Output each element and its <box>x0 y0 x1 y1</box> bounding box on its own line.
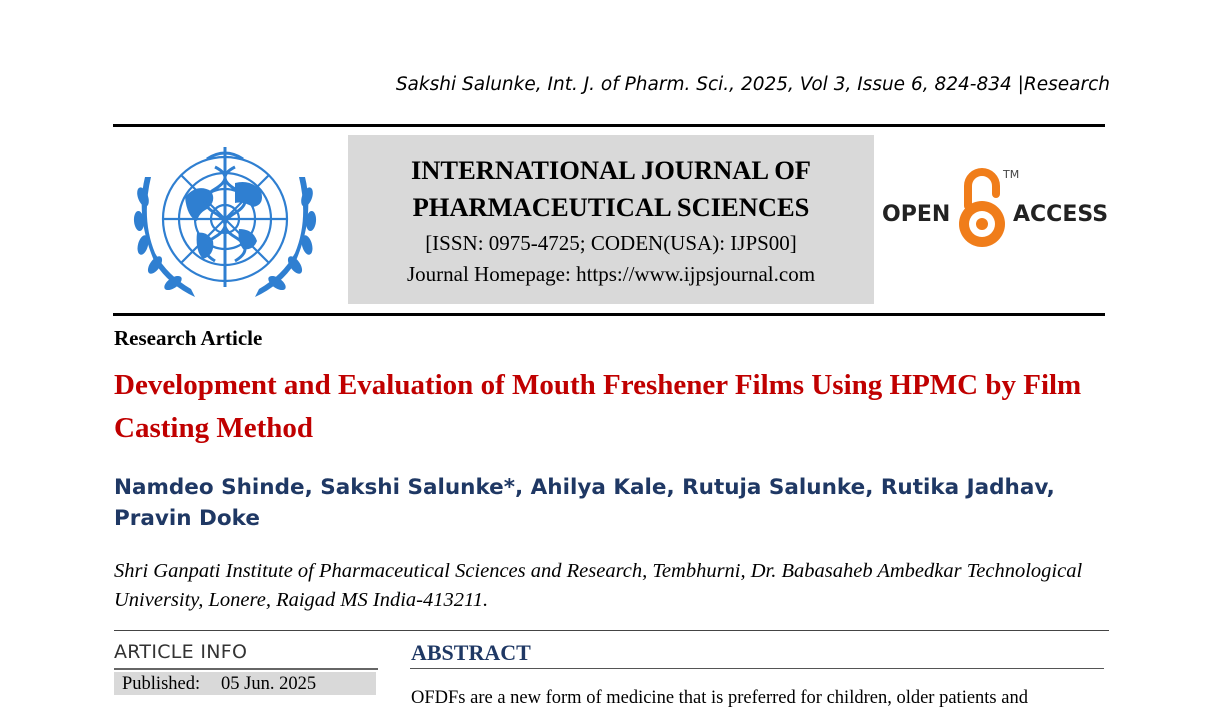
journal-title <box>348 152 874 226</box>
article-info-heading: ARTICLE INFO <box>114 641 248 663</box>
header-rule-bottom <box>113 313 1105 316</box>
open-access-access-text: ACCESS <box>1013 202 1109 227</box>
journal-title-line1: INTERNATIONAL JOURNAL OF <box>410 155 811 185</box>
journal-masthead <box>348 135 874 304</box>
author-list: Namdeo Shinde, Sakshi Salunke*, Ahilya Kale, Rutuja Salunke, Rutika Jadhav, Pravin Doke <box>114 475 1055 531</box>
published-row <box>114 672 376 695</box>
abstract-heading: ABSTRACT <box>411 640 531 665</box>
journal-issn: [ISSN: 0975-4725; CODEN(USA): IJPS00] <box>425 231 797 255</box>
published-date: 05 Jun. 2025 <box>221 674 317 694</box>
article-title: Development and Evaluation of Mouth Freshener Films Using HPMC by Film Casting Method <box>114 369 1082 444</box>
trademark-mark: TM <box>1003 168 1020 181</box>
header-rule-top <box>113 124 1105 127</box>
open-access-logo <box>882 166 1108 252</box>
published-label: Published: <box>122 674 201 694</box>
abstract-text: OFDFs are a new form of medicine that is preferred for children, older patients and <box>411 688 1028 708</box>
journal-title-line2: PHARMACEUTICAL SCIENCES <box>412 192 810 222</box>
abstract-rule <box>410 668 1104 669</box>
article-type: Research Article <box>114 326 263 350</box>
article-info-rule <box>114 668 378 670</box>
author-affiliation: Shri Ganpati Institute of Pharmaceutical Sciences and Research, Tembhurni, Dr. Babasaheb Ambedkar Technological University, Lonere, Raigad MS India-413211. <box>114 560 1083 611</box>
journal-homepage: Journal Homepage: https://www.ijpsjournal.com <box>406 262 816 286</box>
open-lock-icon <box>954 166 1010 252</box>
section-divider <box>114 630 1109 631</box>
journal-emblem-icon <box>127 137 323 307</box>
running-head: Sakshi Salunke, Int. J. of Pharm. Sci., 2025, Vol 3, Issue 6, 824-834 |Research <box>395 74 1110 95</box>
open-access-open-text: OPEN <box>882 202 951 227</box>
